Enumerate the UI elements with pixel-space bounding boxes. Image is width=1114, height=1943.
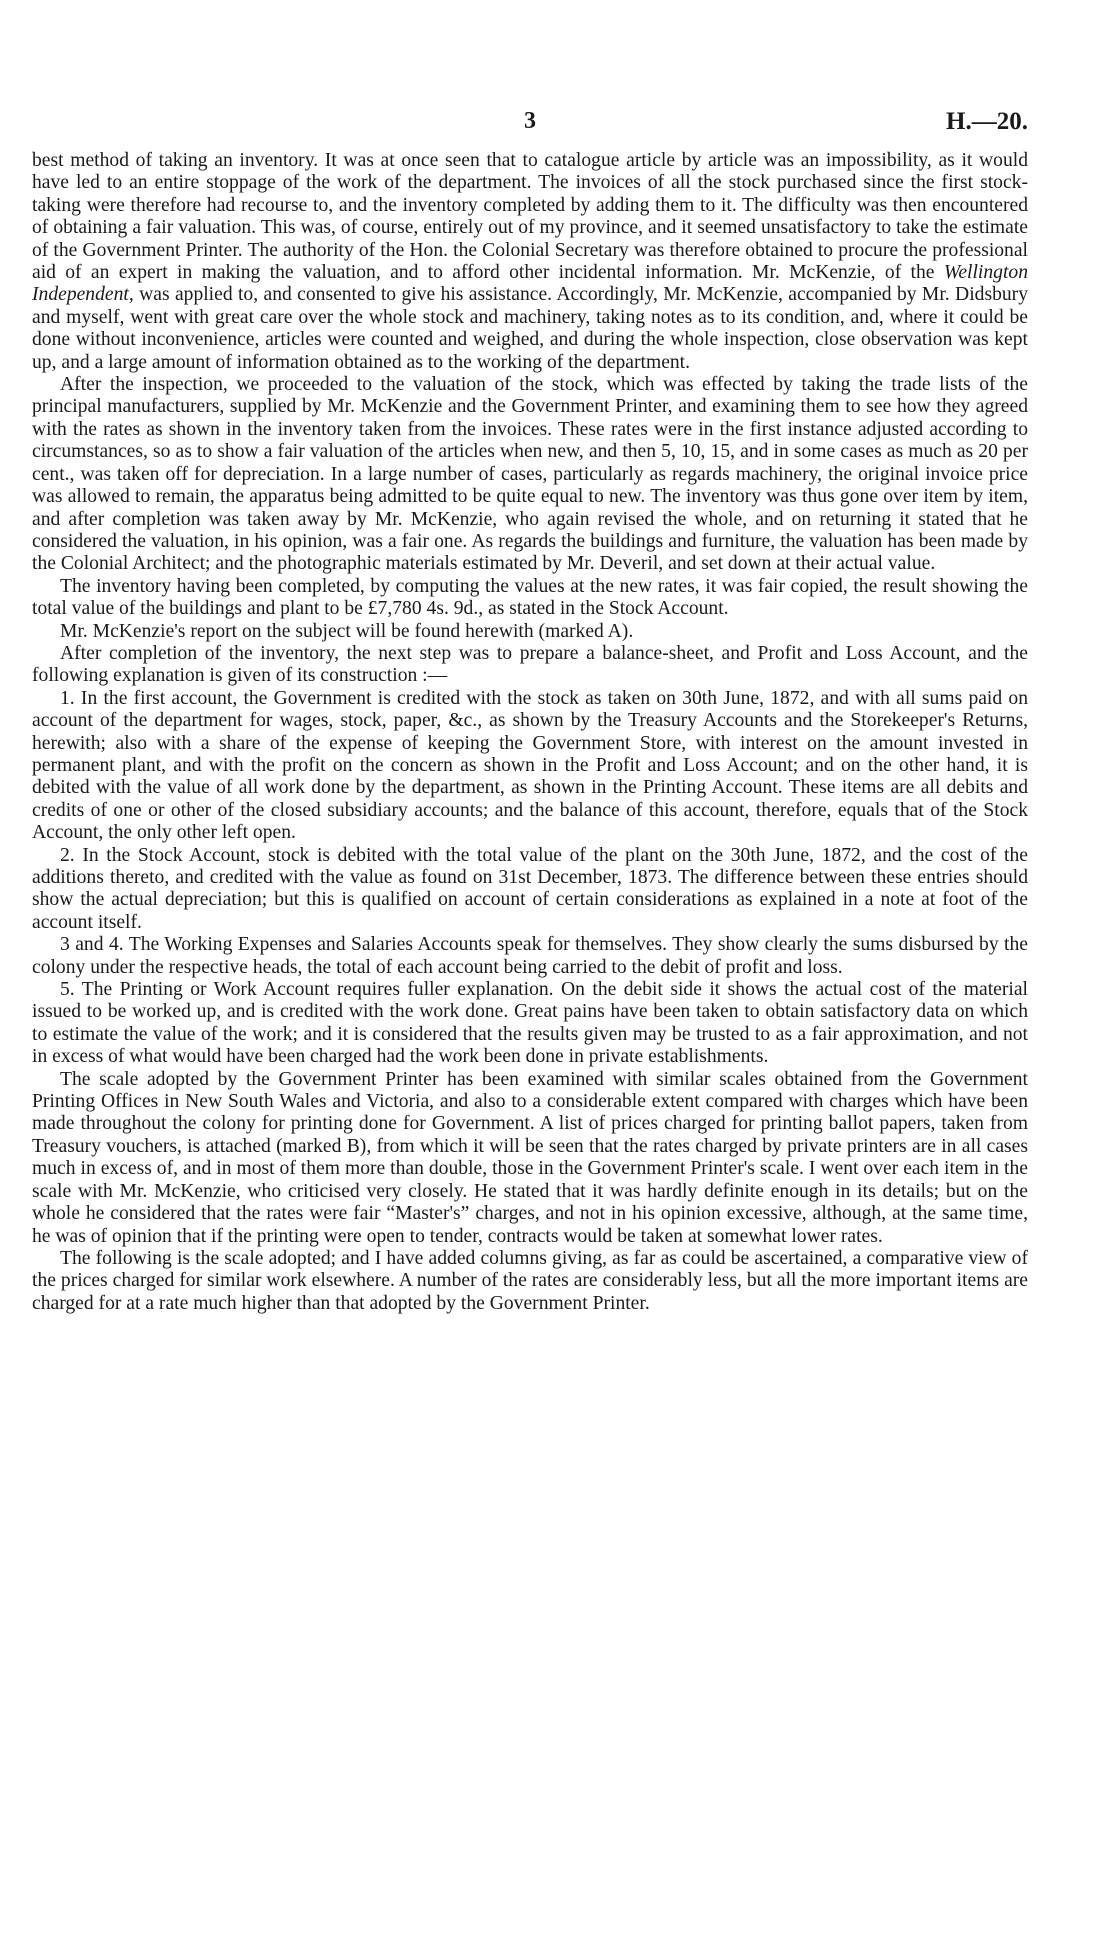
paragraph-scale-examined: The scale adopted by the Government Printer has been examined with similar scales obtained from the Government Printing Offices in New South Wales and Victoria, and also to a considerable extent compared with charges which have been made throughout the colony for printing done for Government. A list of prices charged for printing ballot papers, taken from Treasury vouchers, is attached (marked B), from which it will be seen that the rates charged by private printers are in all cases much in excess of, and in most of them more than double, those in the Government Printer's scale. I went over each item in the scale with Mr. McKenzie, who criticised very closely. He stated that it was hardly definite enough in its details; but on the whole he considered that the rates were fair “Master's” charges, and not in his opinion excessive, although, at the same time, he was of opinion that if the printing were open to tender, contracts would be taken at somewhat lower rates. (32, 1068, 1028, 1247)
page-number: 3 (524, 108, 536, 134)
paragraph-balance-sheet: After completion of the inventory, the next step was to prepare a balance-sheet, and Profit and Loss Account, and the following explanation is given of its construction :— (32, 642, 1028, 687)
paragraph-mckenzie-report: Mr. McKenzie's report on the subject will be found herewith (marked A). (60, 620, 634, 642)
body-text (32, 150, 1028, 1315)
newspaper-name: Wellington Independent, (32, 262, 1028, 306)
paragraph-scale-adopted: The following is the scale adopted; and I have added columns giving, as far as could be ascertained, a comparative view of the prices charged for similar work elsewhere. A number of the rates are considerably less, but all the more important items are charged for at a rate much higher than that adopted by the Government Printer. (32, 1247, 1028, 1314)
paragraph-item-5: 5. The Printing or Work Account requires fuller explanation. On the debit side it shows the actual cost of the material issued to be worked up, and is credited with the work done. Great pains have been taken to obtain satisfactory data on which to estimate the value of the work; and it is considered that the results given may be trusted to as a fair approximation, and not in excess of what would have been charged had the work been done in private establishments. (32, 979, 1028, 1068)
document-reference: H.—20. (946, 108, 1028, 135)
paragraph-item-3-4: 3 and 4. The Working Expenses and Salaries Accounts speak for themselves. They show clearly the sums disbursed by the colony under the respective heads, the total of each account being carried to the debit of profit and loss. (32, 934, 1028, 978)
page-header (32, 108, 1028, 140)
paragraph-item-1: 1. In the first account, the Government is credited with the stock as taken on 30th June, 1872, and with all sums paid on account of the department for wages, stock, paper, &c., as shown by the Treasury Accounts and the Storekeeper's Returns, herewith; also with a share of the expense of keeping the Government Store, with interest on the amount invested in permanent plant, and with the profit on the concern as shown in the Profit and Loss Account; and on the other hand, it is debited with the value of all work done by the department, as shown in the Printing Account. These items are all debits and credits of one or other of the closed subsidiary accounts; and the balance of this account, therefore, equals that of the Stock Account, the only other left open. (32, 687, 1028, 844)
paragraph-inventory-total: The inventory having been completed, by computing the values at the new rates, it was fair copied, the result showing the total value of the buildings and plant to be £7,780 4s. 9d., as stated in the Stock Account. (32, 575, 1028, 620)
paragraph-valuation: After the inspection, we proceeded to the valuation of the stock, which was effected by taking the trade lists of the principal manufacturers, supplied by Mr. McKenzie and the Government Printer, and examining them to see how they agreed with the rates as shown in the inventory taken from the invoices. These rates were in the first instance adjusted according to circumstances, so as to show a fair valuation of the articles when new, and then 5, 10, 15, and in some cases as much as 20 per cent., was taken off for depreciation. In a large number of cases, particularly as regards machinery, the original invoice price was allowed to remain, the apparatus being admitted to be quite equal to new. The inventory was thus gone over item by item, and after completion was taken away by Mr. McKenzie, who again revised the whole, and on returning it stated that he considered the valuation, in his opinion, was a fair one. As regards the buildings and furniture, the valuation has been made by the Colonial Architect; and the photographic materials estimated by Mr. Deveril, and set down at their actual value. (32, 374, 1028, 575)
paragraph-inventory-method: best method of taking an inventory. It was at once seen that to catalogue article by article was an impossibility, as it would have led to an entire stoppage of the work of the department. The invoices of all the stock purchased since the first stock-taking were therefore had recourse to, and the inventory completed by adding them to it. The difficulty was then encountered of obtaining a fair valuation. This was, of course, entirely out of my province, and it seemed unsatisfactory to take the estimate of the Government Printer. The authority of the Hon. the Colonial Secretary was therefore obtained to procure the professional aid of an expert in making the valuation, and to afford other incidental information. Mr. McKenzie, of the Wellington Independent, was applied to, and consented to give his assistance. Accordingly, Mr. McKenzie, accompanied by Mr. Didsbury and myself, went with great care over the whole stock and machinery, taking notes as to its condition, and, where it could be done without inconvenience, articles were counted and weighed, and during the whole inspection, close observation was kept up, and a large amount of information obtained as to the working of the department. (32, 150, 1028, 373)
paragraph-item-2: 2. In the Stock Account, stock is debited with the total value of the plant on the 30th June, 1872, and the cost of the additions thereto, and credited with the value as found on 31st December, 1873. The difference between these entries should show the actual depreciation; but this is qualified on account of certain considerations as explained in a note at foot of the account itself. (32, 844, 1028, 933)
